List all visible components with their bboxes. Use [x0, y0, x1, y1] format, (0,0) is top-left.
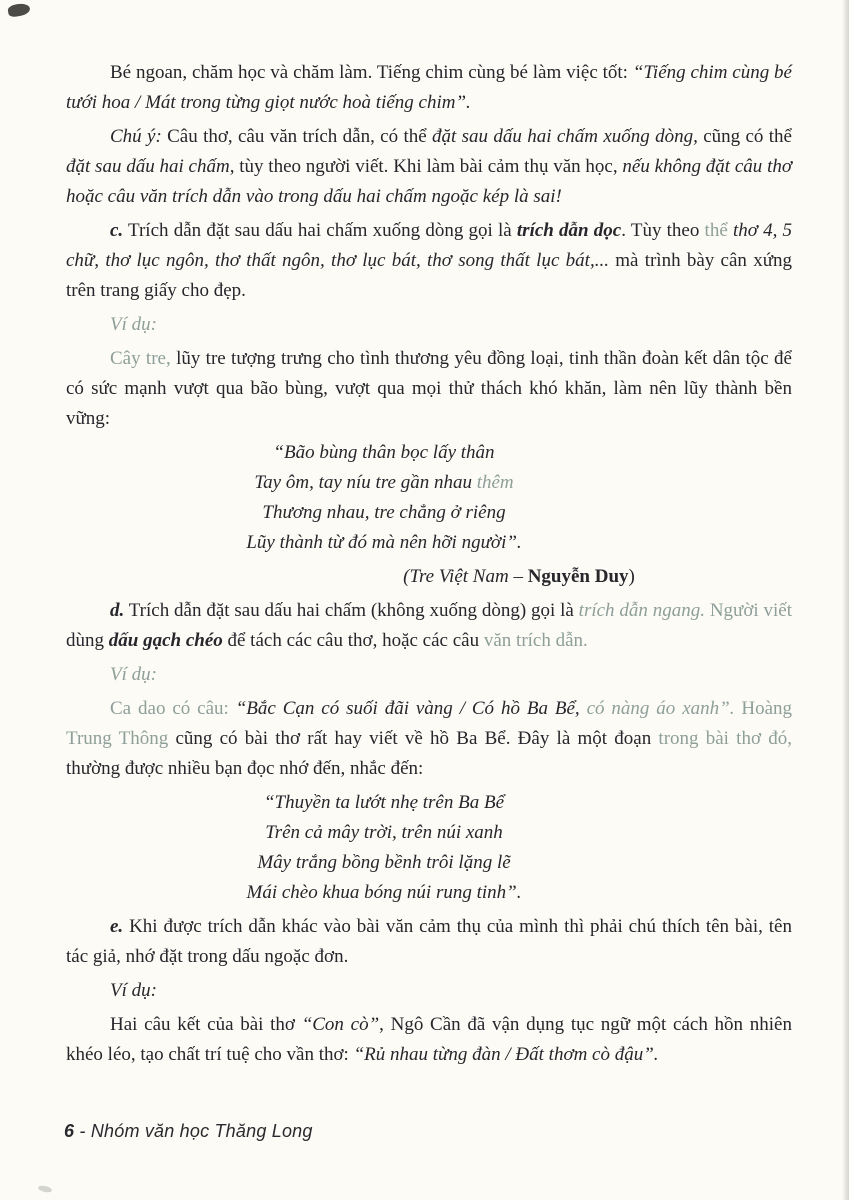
text-segment: Khi được trích dẫn khác vào bài văn cảm thụ của mình thì phải chú thích tên bài, tên tác giả, nhớ đặt trong dấu ngoặc đơn. [66, 916, 792, 967]
text-segment: đặt sau dấu hai chấm xuống dòng, [432, 126, 698, 147]
paragraph-item-e [66, 912, 792, 972]
text-segment: Hai câu kết của bài thơ [110, 1014, 302, 1035]
scan-smudge-bottom-left [38, 1185, 53, 1194]
paragraph-ca-dao [66, 694, 792, 784]
text-segment: Mái chèo khua bóng núi rung tinh”. [246, 882, 522, 903]
scan-shadow-right-edge [842, 0, 849, 1200]
paragraph-con-co [66, 1010, 792, 1070]
text-segment: Chú ý: [110, 126, 162, 147]
poem-line [66, 818, 702, 848]
text-segment: , Ngô Cần đã vận dụng tục ngữ một cách hồn nhiên khéo léo, tạo chất trí tuệ cho vần thơ: [66, 1014, 792, 1065]
poem-line [66, 878, 702, 908]
text-segment: Trích dẫn đặt sau dấu hai chấm xuống dòng gọi là [123, 220, 517, 241]
text-segment: dùng [66, 630, 109, 651]
text-segment: Tay ôm, tay níu tre gần nhau [254, 472, 477, 493]
text-segment: Mây trắng bồng bềnh trôi lặng lẽ [257, 852, 511, 873]
text-segment: Ví dụ: [110, 980, 157, 1001]
text-segment: Hoàng Trung Thông [66, 698, 793, 749]
text-segment: mà trình bày cân xứng trên trang giấy cho đẹp. [66, 250, 792, 301]
text-segment: lũy tre tượng trưng cho tình thương yêu đồng loại, tinh thần đoàn kết dân tộc để có sức mạnh vượt qua bão bùng, vượt qua mọi thử thách khó khăn, làm nên lũy thành bền vững: [66, 348, 792, 429]
text-segment: Câu thơ, câu văn trích dẫn, có thể [161, 126, 433, 147]
document-body [66, 58, 792, 1074]
text-segment: e. [110, 916, 124, 937]
text-segment: d. [110, 600, 125, 621]
paragraph-cay-tre [66, 344, 792, 434]
example-label-3 [66, 976, 792, 1006]
poem-line [66, 788, 702, 818]
poem-ba-be [66, 788, 702, 908]
poem-line [66, 848, 702, 878]
poem-line [66, 528, 702, 558]
text-segment: Người viết [709, 600, 793, 621]
text-segment: dấu gạch chéo [108, 630, 223, 651]
text-segment: trong bài thơ đó, [658, 728, 792, 749]
text-segment: Ví dụ: [110, 314, 157, 335]
example-label-1 [66, 310, 792, 340]
text-segment: – [508, 566, 528, 587]
poem-attribution [246, 562, 792, 592]
text-segment: c. [110, 220, 124, 241]
poem-tre-viet-nam [66, 438, 702, 558]
paragraph-intro-quote [66, 58, 792, 118]
text-segment: Nguyễn Duy [527, 566, 629, 587]
text-segment: “Bão bùng thân bọc lấy thân [273, 442, 495, 463]
text-segment: ) [628, 566, 635, 587]
text-segment: Cây tre, [110, 348, 171, 369]
text-segment: nếu không đặt câu thơ hoặc câu văn trích dẫn vào trong dấu hai chấm ngoặc kép là sai! [66, 156, 792, 207]
text-segment: Tre Việt Nam [409, 566, 509, 587]
paragraph-item-c [66, 216, 792, 306]
text-segment: “Bắc Cạn có suối đãi vàng / Có hồ Ba Bể, [235, 698, 587, 719]
text-segment: Thương nhau, tre chẳng ở riêng [262, 502, 506, 523]
text-segment: Trích dẫn đặt sau dấu hai chấm (không xuống dòng) gọi là [124, 600, 579, 621]
text-segment: “Tiếng chim cùng bé tưới hoa / Mát trong từng giọt nước hoà tiếng chim”. [66, 62, 792, 113]
poem-line [66, 468, 702, 498]
text-segment: để tách các câu thơ, hoặc các câu [222, 630, 484, 651]
poem-line [66, 438, 702, 468]
text-segment: - [74, 1121, 91, 1141]
text-segment: “Con cò” [301, 1014, 380, 1035]
text-segment: thể [704, 220, 733, 241]
text-segment: văn trích dẫn. [483, 630, 588, 651]
text-segment: có nàng áo xanh”. [586, 698, 735, 719]
paragraph-item-d [66, 596, 792, 656]
text-segment: “Rủ nhau từng đàn / Đất thơm cò đậu”. [353, 1044, 659, 1065]
text-segment: trích dẫn ngang. [578, 600, 705, 621]
text-segment: thêm [476, 472, 514, 493]
text-segment: cũng có thể [697, 126, 792, 147]
text-segment: Lũy thành từ đó mà nên hỡi người”. [246, 532, 522, 553]
text-segment: , tùy theo người viết. Khi làm bài cảm thụ văn học, [229, 156, 623, 177]
text-segment: đặt sau dấu hai chấm [66, 156, 230, 177]
scan-smudge-top-left [7, 2, 31, 18]
text-segment: Bé ngoan, chăm học và chăm làm. Tiếng chim cùng bé làm việc tốt: [110, 62, 633, 83]
page-footer [64, 1121, 313, 1142]
text-segment: Ca dao có câu: [110, 698, 236, 719]
text-segment: Trên cả mây trời, trên núi xanh [265, 822, 503, 843]
text-segment: trích dẫn dọc [516, 220, 622, 241]
paragraph-note-chu-y [66, 122, 792, 212]
text-segment: thường được nhiều bạn đọc nhớ đến, nhắc đến: [66, 758, 424, 779]
text-segment: cũng có bài thơ rất hay viết về hồ Ba Bể. Đây là một đoạn [168, 728, 659, 749]
text-segment: ( [403, 566, 410, 587]
text-segment: . Tùy theo [621, 220, 705, 241]
text-segment: Ví dụ: [110, 664, 157, 685]
text-segment: Nhóm văn học Thăng Long [90, 1121, 313, 1141]
text-segment: thơ 4, 5 chữ, thơ lục ngôn, thơ thất ngôn, thơ lục bát, thơ song thất lục bát,... [66, 220, 793, 271]
poem-line [66, 498, 702, 528]
example-label-2 [66, 660, 792, 690]
text-segment: “Thuyền ta lướt nhẹ trên Ba Bể [263, 792, 505, 813]
text-segment: 6 [64, 1121, 75, 1141]
